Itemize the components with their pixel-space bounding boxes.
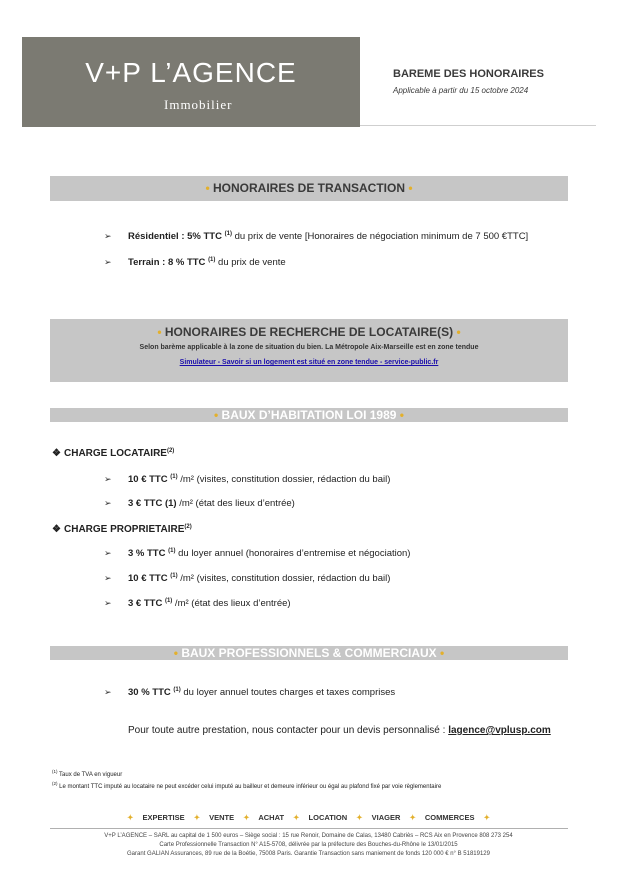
footnote-marker: (2) bbox=[52, 781, 58, 786]
footnote-ref: (1) bbox=[224, 231, 232, 237]
contact-text: Pour toute autre prestation, nous contacter pour un devis personnalisé : bbox=[128, 725, 449, 736]
footer-divider bbox=[50, 828, 568, 829]
star-icon: ✦ bbox=[193, 813, 201, 822]
star-icon: • bbox=[456, 325, 461, 339]
item-rate: 3 € TTC bbox=[128, 598, 163, 609]
footnote-ref: (1) bbox=[168, 548, 176, 554]
star-icon: • bbox=[440, 646, 445, 660]
service-item: VENTE bbox=[209, 813, 235, 822]
list-item bbox=[104, 474, 390, 485]
star-icon: ✦ bbox=[483, 813, 490, 822]
contact-line bbox=[128, 725, 551, 736]
footnote-ref: (1) bbox=[173, 687, 181, 693]
star-icon: ✦ bbox=[127, 813, 134, 822]
section-title: HONORAIRES DE TRANSACTION bbox=[212, 181, 405, 195]
footer-legal-line: Garant GALIAN Assurances, 89 rue de la Boétie, 75008 Paris. Garantie Transaction sans maniement de fonds 120 000 € n° B 51819129 bbox=[127, 851, 490, 857]
arrow-bullet-icon: ➢ bbox=[104, 548, 112, 558]
footnote-marker: (1) bbox=[52, 769, 58, 774]
footnote-ref: (1) bbox=[208, 257, 216, 263]
star-icon: • bbox=[157, 325, 162, 339]
list-item bbox=[104, 573, 390, 584]
section-subtitle: Selon barème applicable à la zone de situation du bien. La Métropole Aix-Marseille est en zone tendue bbox=[139, 344, 479, 351]
service-item: ACHAT bbox=[258, 813, 285, 822]
footnote-ref: (1) bbox=[170, 474, 178, 480]
section-professionnels-header bbox=[50, 646, 568, 660]
footnote-ref: (1) bbox=[164, 598, 173, 604]
item-rate: 10 € TTC bbox=[128, 573, 168, 584]
item-text: du prix de vente [Honoraires de négociation minimum de 7 500 €TTC] bbox=[231, 231, 529, 242]
service-item: VIAGER bbox=[371, 813, 401, 822]
section-recherche-header bbox=[50, 319, 568, 382]
agency-logo bbox=[22, 37, 360, 127]
arrow-bullet-icon: ➢ bbox=[104, 257, 112, 267]
list-item bbox=[104, 687, 395, 698]
section-title: HONORAIRES DE RECHERCHE DE LOCATAIRE(S) bbox=[164, 325, 454, 339]
footnote bbox=[52, 769, 123, 778]
heading-text: CHARGE PROPRIETAIRE bbox=[64, 524, 185, 535]
star-icon: • bbox=[173, 646, 178, 660]
star-icon: • bbox=[205, 181, 210, 195]
item-rate: Terrain : 8 % TTC bbox=[128, 257, 206, 268]
item-rate: 3 € TTC (1) bbox=[128, 498, 177, 509]
item-text: du prix de vente bbox=[215, 257, 286, 268]
footer-legal-line: Carte Professionnelle Transaction N° A15-5708, délivrée par la préfecture des Bouches-du-Rhône le 13/01/2015 bbox=[159, 842, 458, 848]
diamond-bullet-icon: ❖ bbox=[52, 448, 61, 459]
footnote bbox=[52, 781, 442, 790]
list-item bbox=[104, 257, 286, 268]
star-icon: ✦ bbox=[409, 813, 416, 822]
item-text: /m² (visites, constitution dossier, rédaction du bail) bbox=[177, 474, 391, 485]
logo-sub-text: Immobilier bbox=[164, 97, 233, 112]
footnote-text: Le montant TTC imputé au locataire ne peut excéder celui imputé au bailleur et demeure inférieur ou égal au plafond fixé par voie règlementaire bbox=[57, 784, 442, 790]
star-icon: ✦ bbox=[293, 813, 300, 822]
star-icon: • bbox=[408, 181, 413, 195]
heading-text: CHARGE LOCATAIRE bbox=[64, 448, 167, 459]
star-icon: ✦ bbox=[356, 813, 363, 822]
footer-legal-line: V+P L’AGENCE – SARL au capital de 1 500 euros – Siège social : 15 rue Renoir, Domaine de Calas, 13480 Cabriès – RCS Aix en Provence 808 273 254 bbox=[104, 833, 513, 839]
charge-locataire-heading bbox=[52, 448, 174, 459]
footnote-ref: (1) bbox=[170, 573, 178, 579]
diamond-bullet-icon: ❖ bbox=[52, 524, 61, 535]
header-divider bbox=[360, 125, 596, 126]
item-rate: 10 € TTC bbox=[128, 474, 168, 485]
logo-main-text: V+P L’AGENCE bbox=[85, 57, 297, 88]
section-habitation-header bbox=[50, 408, 568, 422]
charge-proprietaire-heading bbox=[52, 524, 192, 535]
item-rate: 3 % TTC bbox=[128, 548, 166, 559]
item-text: /m² (état des lieux d’entrée) bbox=[176, 498, 295, 509]
list-item bbox=[104, 231, 528, 242]
arrow-bullet-icon: ➢ bbox=[104, 474, 112, 484]
item-rate: 30 % TTC bbox=[128, 687, 171, 698]
section-transaction-header bbox=[50, 176, 568, 201]
service-item: LOCATION bbox=[308, 813, 348, 822]
list-item bbox=[104, 598, 291, 609]
services-list bbox=[0, 813, 617, 822]
service-item: COMMERCES bbox=[424, 813, 475, 822]
footnote-text: Taux de TVA en vigueur bbox=[57, 772, 123, 778]
service-item: EXPERTISE bbox=[142, 813, 185, 822]
item-text: du loyer annuel toutes charges et taxes comprises bbox=[180, 687, 396, 698]
list-item bbox=[104, 498, 295, 509]
contact-email-link[interactable]: lagence@vplusp.com bbox=[448, 725, 551, 736]
arrow-bullet-icon: ➢ bbox=[104, 687, 112, 697]
item-text: /m² (état des lieux d’entrée) bbox=[172, 598, 291, 609]
arrow-bullet-icon: ➢ bbox=[104, 598, 112, 608]
arrow-bullet-icon: ➢ bbox=[104, 573, 112, 583]
arrow-bullet-icon: ➢ bbox=[104, 498, 112, 508]
zone-tendue-simulator-link[interactable]: Simulateur - Savoir si un logement est situé en zone tendue - service-public.fr bbox=[179, 359, 439, 366]
star-icon: • bbox=[399, 408, 404, 422]
document-title: BAREME DES HONORAIRES bbox=[393, 68, 544, 80]
list-item bbox=[104, 548, 410, 559]
item-text: du loyer annuel (honoraires d’entremise et négociation) bbox=[175, 548, 411, 559]
star-icon: ✦ bbox=[243, 813, 250, 822]
section-title: BAUX D’HABITATION LOI 1989 bbox=[221, 408, 397, 422]
item-rate: Résidentiel : 5% TTC bbox=[128, 231, 222, 242]
footnote-ref: (2) bbox=[166, 448, 175, 454]
document-date: Applicable à partir du 15 octobre 2024 bbox=[393, 86, 529, 95]
item-text: /m² (visites, constitution dossier, rédaction du bail) bbox=[177, 573, 391, 584]
arrow-bullet-icon: ➢ bbox=[104, 231, 112, 241]
footnote-ref: (2) bbox=[184, 524, 192, 530]
section-title: BAUX PROFESSIONNELS & COMMERCIAUX bbox=[181, 646, 437, 660]
star-icon: • bbox=[213, 408, 219, 422]
